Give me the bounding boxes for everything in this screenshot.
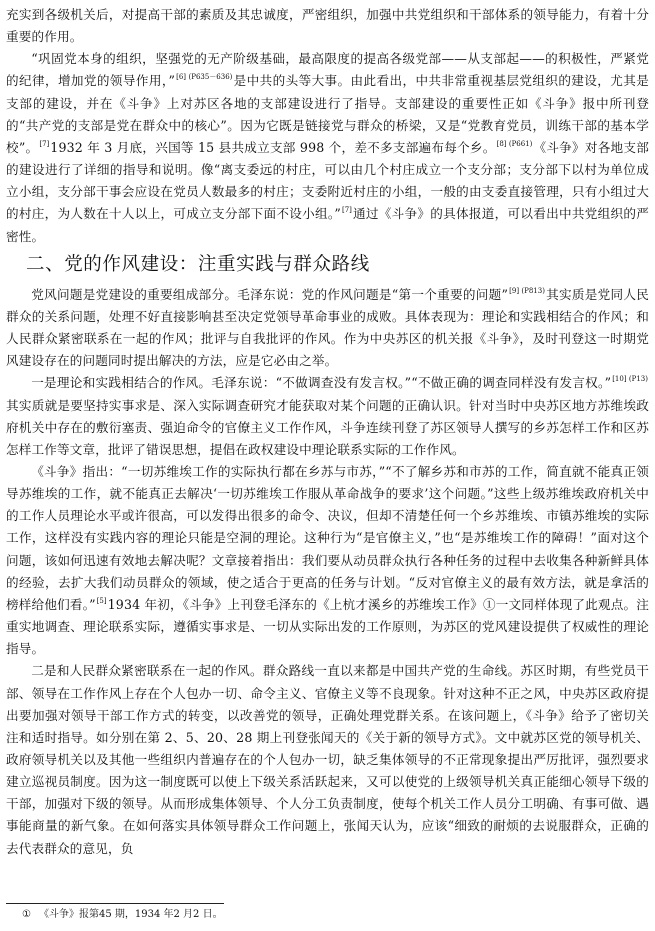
text-run: 一是理论和实践相结合的作风。毛泽东说：“不做调查没有发言权。”“不做正确的调查同样没有发言权。” bbox=[31, 375, 612, 391]
paragraph-p3 bbox=[6, 372, 649, 461]
text-run: 二是和人民群众紧密联系在一起的作风。群众路线一直以来都是中国共产党的生命线。苏区时期，有些党员干部、领导在工作作风上存在个人包办一切、命令主义、官僚主义等不良现象。针对这种不正之风，中央苏区政府提出要加强对领导干部工作方式的转变，以改善党的领导，正确处理党群关系。在该问题上，《斗争》给予了密切关注和适时指导。如分别在第 2、5、20、28 期上刊登张闻天的《关于新的领导方式》。文中就苏区党的领导机关、政府领导机关以及其他一些组织内普遍存在的个人包办一切，缺乏集体领导的不正常现象提出严厉批评，强烈要求建立巡视员制度。因为这一制度既可以使上下级关系活跃起来，又可以使党的上级领导机关真正能细心领导下级的干部，加强对下级的领导。从而形成集体领导、个人分工负责制度，使每个机关工作人员分工明确、有事可做、遇事能商量的新气象。在如何落实具体领导群众工作问题上，张闻天认为，应该“细致的耐烦的去说服群众，正确的去代表群众的意见，负 bbox=[6, 663, 649, 856]
footnote-text: 《斗争》报第45 期，1934 年2 月2 日。 bbox=[38, 909, 223, 920]
citation-ref: [8] (P661) bbox=[496, 139, 533, 148]
paragraph-p0 bbox=[6, 4, 649, 48]
paragraph-p4 bbox=[6, 461, 649, 660]
citation-ref: [7] bbox=[341, 206, 352, 215]
citation-ref: [5] bbox=[96, 596, 107, 605]
text-run: 《斗争》对各地支部的建设进行了详细的指导和说明。像“离支委远的村庄，可以由几个村庄成立一个支分部；支分部下以村为单位成立小组，支分部干事会应设在党员人数最多的村庄；支委附近村庄的小组，一般的由支委直接管理，只有小组过大的村庄，为人数在十人以上，可成立支分部下面不设小组。” bbox=[6, 139, 649, 222]
citation-ref: [6] (P635－636) bbox=[176, 73, 233, 82]
text-run: 通过《斗争》的具体报道，可以看出中共党组织的严密性。 bbox=[6, 206, 649, 244]
text-run: 充实到各级机关后，对提高干部的素质及其忠诚度，严密组织，加强中共党组织和干部体系的领导能力，有着十分重要的作用。 bbox=[6, 7, 649, 45]
text-run: 其实质就是要坚持实事求是、深入实际调查研究才能获取对某个问题的正确认识。针对当时中央苏区地方苏维埃政府机关中存在的敷衍塞责、强迫命令的官僚主义工作作风，斗争连续刊登了苏区领导人撰写的乡苏怎样工作和区苏怎样工作等文章，批评了错误思想，提倡在政权建设中理论联系实际的工作作风。 bbox=[6, 397, 649, 457]
footnote bbox=[22, 908, 223, 922]
text-run: 其实质是党同人民群众的关系问题，处理不好直接影响甚至决定党领导革命事业的成败。具体表现为：理论和实践相结合的作风；和人民群众紧密联系在一起的作风；批评与自我批评的作风。作为中央苏区的机关报《斗争》，及时刊登这一时期党风建设存在的问题同时提出解决的方法，应是它必由之举。 bbox=[6, 286, 649, 369]
body-text-upper bbox=[6, 4, 649, 248]
text-run: 党风问题是党建设的重要组成部分。毛泽东说：党的作风问题是“第一个重要的问题” bbox=[31, 286, 509, 302]
text-run: 1932 年 3 月底，兴国等 15 县共成立支部 998 个，差不多支部遍布每个乡。 bbox=[50, 139, 496, 155]
footnote-mark: ① bbox=[22, 909, 31, 920]
section-heading: 二、党的作风建设：注重实践与群众路线 bbox=[26, 253, 370, 275]
paragraph-p5 bbox=[6, 660, 649, 859]
text-run: 《斗争》指出：“一切苏维埃工作的实际执行都在乡苏与市苏，”“不了解乡苏和市苏的工作，简直就不能真正领导苏维埃的工作，就不能真正去解决‘一切苏维埃工作服从革命战争的要求’这个问题。”这些上级苏维埃政府机关中的工作人员理论水平或许很高，可以发得出很多的命令、决议，但却不清楚任何一个乡苏维埃、市镇苏维埃的实际工作，这样没有实践内容的理论只能是空洞的理论。这种行为“是官僚主义，”也“是苏维埃工作的障碍！”面对这个问题，该如何迅速有效地去解决呢？文章接着指出：我们要从动员群众执行各种任务的过程中去收集各种新鲜具体的经验，去扩大我们动员群众的领域，使之适合于更高的任务与计划。“反对官僚主义的最有效方法，就是拿活的榜样给他们看。” bbox=[6, 463, 649, 612]
citation-ref: [9] (P813) bbox=[509, 286, 545, 295]
paragraph-p2 bbox=[6, 284, 649, 373]
text-run: 1934 年初，《斗争》上刊登毛泽东的《上杭才溪乡的苏维埃工作》①一文同样体现了此观点。注重实地调查、理论联系实际，遵循实事求是、一切从实际出发的工作原则，为苏区的党风建设提供了权威性的理论指导。 bbox=[6, 596, 649, 657]
paragraph-p1 bbox=[6, 48, 649, 247]
citation-ref: [10] (P13) bbox=[612, 375, 648, 384]
body-text-lower bbox=[6, 284, 649, 860]
text-run: 是中共的头等大事。由此看出，中共非常重视基层党组织的建设，尤其是支部的建设，并在《斗争》上对苏区各地的支部建设进行了指导。支部建设的重要性正如《斗争》报中所刊登的“共产党的支部是党在群众中的核心”。因为它既是链接党与群众的桥梁，又是“党教育党员，训练干部的基本学校”。 bbox=[6, 73, 649, 155]
text-run: “巩固党本身的组织，坚强党的无产阶级基础，最高限度的提高各级党部——从支部起——的积极性，严紧党的纪律，增加党的领导作用，” bbox=[6, 51, 649, 89]
citation-ref: [7] bbox=[39, 139, 50, 148]
footnote-divider bbox=[6, 903, 224, 904]
